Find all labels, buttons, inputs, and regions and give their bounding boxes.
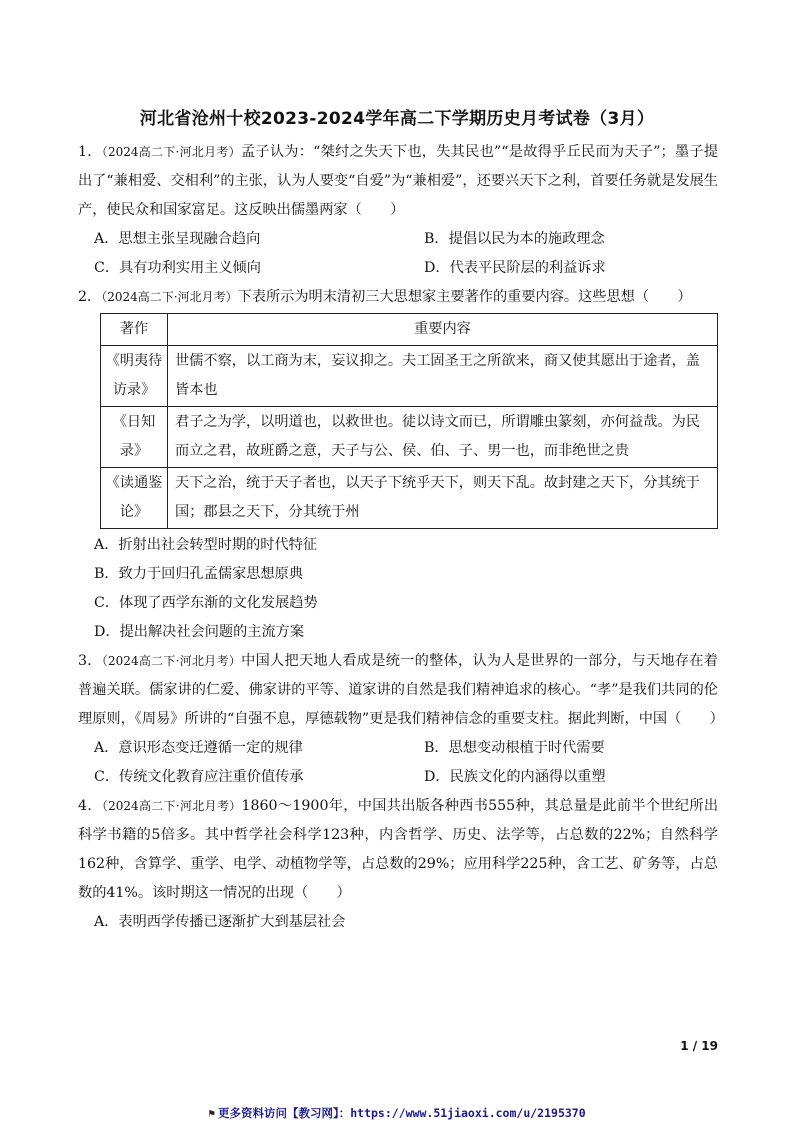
options (94, 908, 718, 937)
question-number: 1． (78, 144, 102, 160)
options (94, 734, 718, 792)
option-c[interactable]: C．传统文化教育应注重价值传承 (94, 769, 304, 785)
table-cell-book: 《读通鉴论》 (101, 468, 168, 529)
table-cell-book: 《日知录》 (101, 407, 168, 468)
question-text: 下表所示为明末清初三大思想家主要著作的重要内容。这些思想（ ） (237, 289, 692, 305)
option-b[interactable]: B．思想变动根植于时代需要 (424, 740, 605, 756)
table-cell-book: 《明夷待访录》 (101, 346, 168, 407)
table-header: 重要内容 (168, 314, 718, 346)
flag-icon: ⚑ (208, 1107, 215, 1120)
question-3 (78, 647, 724, 792)
question-text: 1860～1900年，中国共出版各种西书555种，其总量是此前半个世纪所出科学书籍的5倍多。其中哲学社会科学123种，内含哲学、历史、法学等，占总数的22%；自然科学162种，含算学、重学、电学、动植物学等，占总数的29%；应用科学225种，含工艺、矿务等，占总数的41%。该时期这一情况的出现（ ） (78, 798, 719, 901)
option-b[interactable]: B．致力于回归孔孟儒家思想原典 (94, 566, 304, 582)
question-source: （2024高二下·河北月考） (101, 145, 241, 159)
option-a[interactable]: A．表明西学传播已逐渐扩大到基层社会 (94, 914, 346, 930)
footer-link[interactable] (0, 1105, 794, 1121)
question-1 (78, 138, 718, 283)
question-text: 中国人把天地人看成是统一的整体，认为人是世界的一部分，与天地存在着普遍关联。儒家讲的仁爱、佛家讲的平等、道家讲的自然是我们精神追求的核心。“孝”是我们共同的伦理原则，《周易》所讲的“自强不息，厚德载物”更是我们精神信念的重要支柱。据此判断，中国（ ） (78, 653, 724, 727)
question-source: （2024高二下·河北月考） (101, 654, 242, 668)
question-source: （2024高二下·河北月考） (101, 799, 242, 813)
question-stem (78, 792, 718, 908)
question-number: 2． (78, 289, 102, 305)
table-cell-content: 天下之治，统于天子者也，以天子下统乎天下，则天下乱。故封建之天下，分其统于国；郡县之天下，分其统于州 (168, 468, 718, 529)
question-text: 孟子认为：“桀纣之失天下也，失其民也”“是故得乎丘民而为天子”；墨子提出了“兼相爱、交相利”的主张，认为人要变“自爱”为“兼相爱”，还要兴天下之利，首要任务就是发展生产，使民众和国家富足。这反映出儒墨两家（ ） (78, 144, 719, 218)
option-c[interactable]: C．具有功利实用主义倾向 (94, 260, 261, 276)
table-row (101, 407, 718, 468)
question-source: （2024高二下·河北月考） (101, 290, 238, 304)
question-2 (78, 283, 718, 647)
footer-text[interactable]: 更多资料访问【教习网】：https://www.51jiaoxi.com/u/2195370 (217, 1106, 586, 1120)
question-stem (78, 138, 718, 225)
options (94, 225, 718, 283)
option-b[interactable]: B．提倡以民为本的施政理念 (424, 231, 605, 247)
table-row (101, 468, 718, 529)
option-d[interactable]: D．民族文化的内涵得以重塑 (424, 769, 606, 785)
table-header-row (101, 314, 718, 346)
table-cell-content: 世儒不察，以工商为末，妄议抑之。夫工固圣王之所欲来，商又使其愿出于途者，盖皆本也 (168, 346, 718, 407)
option-d[interactable]: D．提出解决社会问题的主流方案 (94, 624, 305, 640)
question-4 (78, 792, 718, 937)
option-d[interactable]: D．代表平民阶层的利益诉求 (424, 260, 606, 276)
option-c[interactable]: C．体现了西学东渐的文化发展趋势 (94, 595, 318, 611)
option-a[interactable]: A．思想主张呈现融合趋向 (94, 231, 261, 247)
question-stem (78, 283, 718, 312)
table-header: 著作 (101, 314, 168, 346)
option-a[interactable]: A．意识形态变迁遵循一定的规律 (94, 740, 303, 756)
page-number: 1 / 19 (680, 1039, 718, 1053)
question-stem (78, 647, 724, 734)
table-cell-content: 君子之为学，以明道也，以救世也。徒以诗文而已，所谓雕虫篆刻，亦何益哉。为民而立之君，故班爵之意，天子与公、侯、伯、子、男一也，而非绝世之贵 (168, 407, 718, 468)
question-number: 3． (78, 653, 102, 669)
question-number: 4． (78, 798, 102, 814)
options (94, 531, 718, 647)
table-row (101, 346, 718, 407)
works-table (100, 313, 718, 529)
page-title: 河北省沧州十校2023-2024学年高二下学期历史月考试卷（3月） (139, 109, 655, 129)
question-list (78, 138, 724, 937)
option-a[interactable]: A．折射出社会转型时期的时代特征 (94, 537, 318, 553)
